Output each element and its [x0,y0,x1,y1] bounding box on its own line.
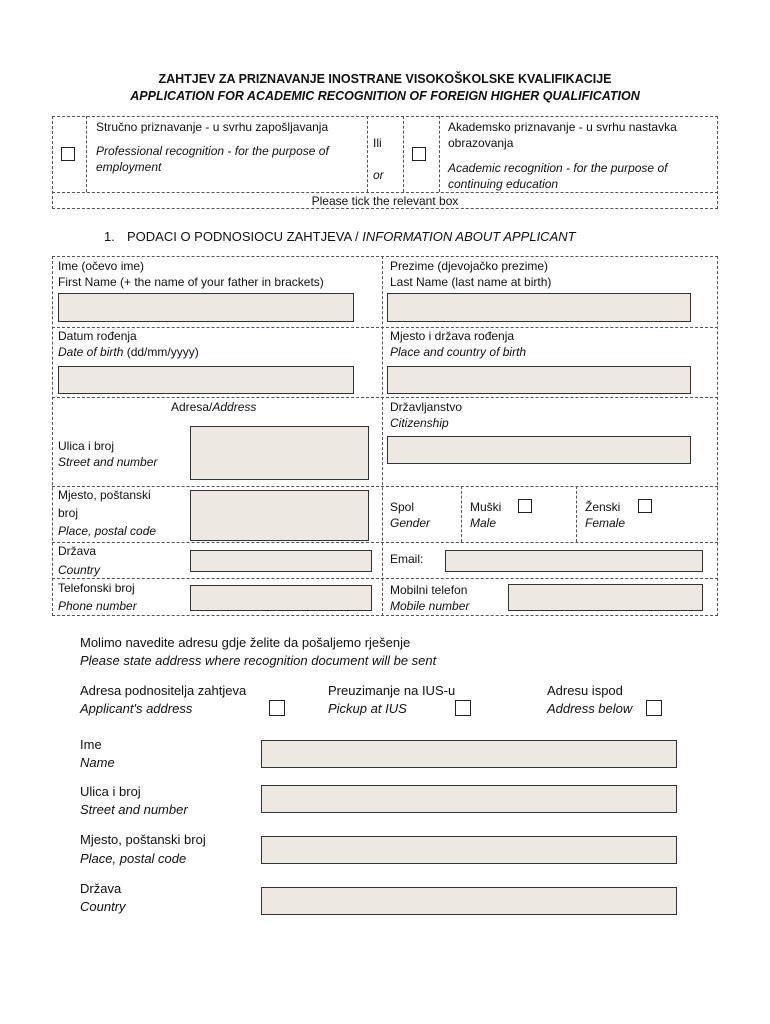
place-field[interactable] [190,490,369,541]
section-heading [127,228,576,246]
delivery-street-label-hr: Ulica i broj [80,784,141,799]
dob-label-en [58,344,199,360]
first-name-label-hr: Ime (očevo ime) [58,259,145,273]
birthplace-field[interactable] [387,366,691,394]
professional-label-hr: Stručno priznavanje - u svrhu zapošljavanja [96,120,329,134]
delivery-intro-hr: Molimo navedite adresu gdje želite da pošaljemo rješenje [80,635,411,650]
delivery-country-label-hr: Država [80,881,122,896]
gender-label-hr: Spol [390,500,415,514]
section-heading-hr: PODACI O PODNOSIOCU ZAHTJEVA / [127,229,363,244]
dob-label-hr: Datum rođenja [58,329,137,343]
mobile-label-en: Mobile number [390,599,470,613]
dob-format: (dd/mm/yyyy) [123,345,199,359]
dob-field[interactable] [58,366,354,394]
option-applicant-label-hr: Adresa podnositelja zahtjeva [80,683,247,698]
professional-label-en-2: employment [96,160,162,174]
mobile-field[interactable] [508,584,703,611]
country-field[interactable] [190,550,372,572]
academic-label-hr-2: obrazovanja [448,136,514,150]
last-name-label-en: Last Name (last name at birth) [390,275,552,289]
first-name-label-en: First Name (+ the name of your father in brackets) [58,275,324,289]
delivery-street-label-en: Street and number [80,802,188,817]
mobile-label-hr: Mobilni telefon [390,583,468,597]
address-label-hr: Adresa/ [171,400,213,414]
delivery-street-field[interactable] [261,785,677,813]
or-label-hr: Ili [373,136,382,150]
street-label-hr: Ulica i broj [58,439,115,453]
phone-label-hr: Telefonski broj [58,581,135,595]
place-label-hr: Mjesto, poštanski [58,488,151,502]
delivery-intro-en: Please state address where recognition document will be sent [80,653,437,668]
section-heading-en: INFORMATION ABOUT APPLICANT [362,229,576,244]
professional-label-en: Professional recognition - for the purpose of [96,144,329,158]
address-label-en: Address [212,400,257,414]
phone-label-en: Phone number [58,599,137,613]
last-name-label-hr: Prezime (djevojačko prezime) [390,259,549,273]
email-field[interactable] [445,550,703,572]
delivery-place-label-hr: Mjesto, poštanski broj [80,832,206,847]
email-label: Email: [390,552,424,566]
place-label-en: Place, postal code [58,524,157,538]
female-label-en: Female [585,516,626,530]
academic-recognition-checkbox[interactable] [412,147,426,161]
address-label [171,399,256,415]
birthplace-label-en: Place and country of birth [390,345,527,359]
female-checkbox[interactable] [638,499,652,513]
option-below-label-en: Address below [547,701,633,716]
male-label-hr: Muški [470,500,502,514]
pickup-checkbox[interactable] [455,700,471,716]
or-label-en: or [373,168,384,182]
dob-label-en-text: Date of birth [58,345,124,359]
address-below-checkbox[interactable] [646,700,662,716]
form-title-english: APPLICATION FOR ACADEMIC RECOGNITION OF FOREIGN HIGHER QUALIFICATION [130,89,640,103]
section-number: 1. [104,229,115,244]
delivery-name-label-hr: Ime [80,737,102,752]
phone-field[interactable] [190,585,372,611]
academic-label-hr: Akademsko priznavanje - u svrhu nastavka [448,120,677,134]
street-label-en: Street and number [58,455,158,469]
citizenship-label-hr: Državljanstvo [390,400,463,414]
citizenship-label-en: Citizenship [390,416,449,430]
form-title: ZAHTJEV ZA PRIZNAVANJE INOSTRANE VISOKOŠKOLSKE KVALIFIKACIJE [158,72,612,86]
option-pickup-label-hr: Preuzimanje na IUS-u [328,683,456,698]
option-pickup-label-en: Pickup at IUS [328,701,407,716]
tick-note: Please tick the relevant box [311,194,459,208]
delivery-name-label-en: Name [80,755,115,770]
delivery-place-field[interactable] [261,836,677,864]
delivery-country-label-en: Country [80,899,126,914]
option-below-label-hr: Adresu ispod [547,683,623,698]
professional-recognition-checkbox[interactable] [61,147,75,161]
birthplace-label-hr: Mjesto i država rođenja [390,329,515,343]
delivery-country-field[interactable] [261,887,677,915]
academic-label-en: Academic recognition - for the purpose of [448,161,668,175]
country-label-en: Country [58,563,101,577]
last-name-field[interactable] [387,293,691,322]
male-label-en: Male [470,516,497,530]
male-checkbox[interactable] [518,499,532,513]
citizenship-field[interactable] [387,436,691,464]
gender-label-en: Gender [390,516,431,530]
street-field[interactable] [190,426,369,480]
delivery-place-label-en: Place, postal code [80,851,187,866]
female-label-hr: Ženski [585,500,621,514]
academic-label-en-2: continuing education [448,177,559,191]
first-name-field[interactable] [58,293,354,322]
applicant-address-checkbox[interactable] [269,700,285,716]
option-applicant-label-en: Applicant's address [80,701,193,716]
place-label-hr-2: broj [58,506,79,520]
delivery-name-field[interactable] [261,740,677,768]
country-label-hr: Država [58,544,97,558]
